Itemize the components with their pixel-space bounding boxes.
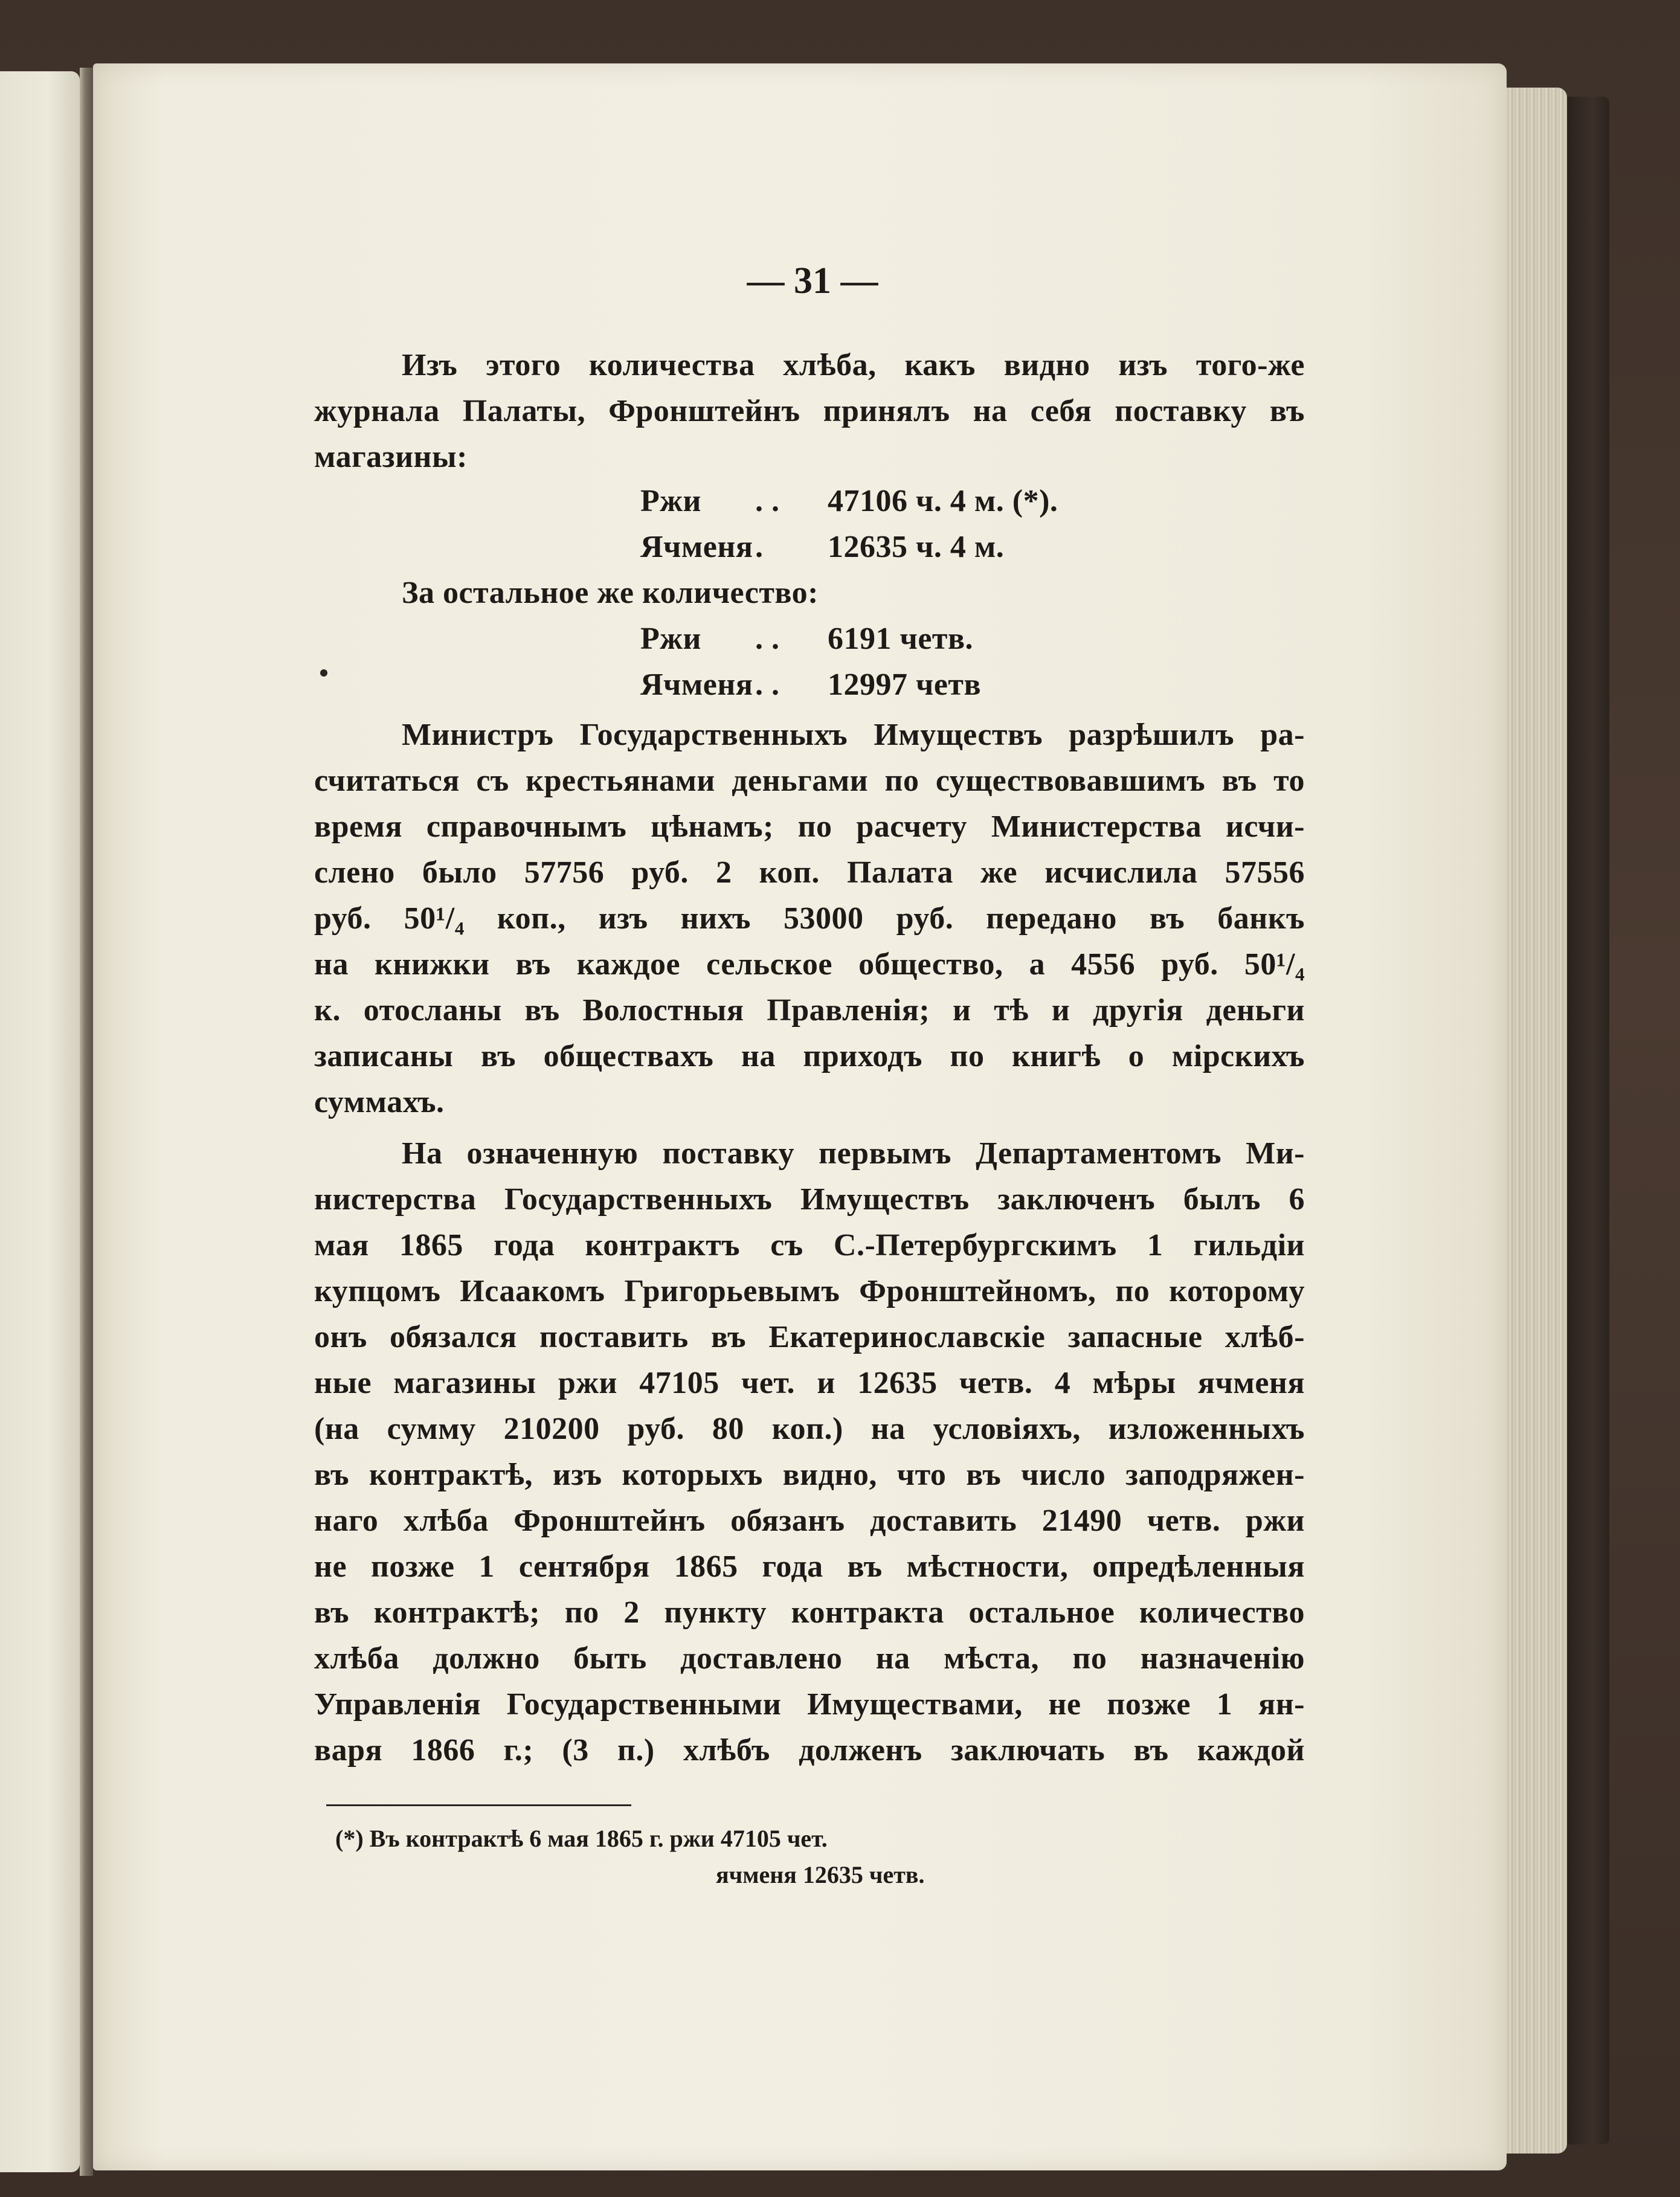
table-1-row-1 [640,483,1058,519]
footnote-line-2: ячменя 12635 четв. [716,1861,925,1888]
grain-name: Ржи [640,484,701,518]
paragraph-3-line-1: На означенную поставку первымъ Департаментомъ Ми- [402,1136,1305,1171]
paragraph-3-line-7: (на сумму 210200 руб. 80 коп.) на условіяхъ, изложенныхъ [314,1412,1305,1446]
paragraph-3-line-2: нистерства Государственныхъ Имуществъ заключенъ былъ 6 [314,1182,1305,1217]
paragraph-3-line-6: ные магазины ржи 47105 чет. и 12635 четв. 4 мѣры ячменя [314,1366,1305,1400]
leader-dots: . . [755,667,780,702]
grain-name: Ячменя [640,667,753,702]
grain-amount: 12997 четв [828,667,982,702]
left-page-edge [0,71,80,2172]
paragraph-2-line-2: считаться съ крестьянами деньгами по существовавшимъ въ то [314,764,1305,798]
paragraph-3-line-5: онъ обязался поставить въ Екатеринославскіе запасные хлѣб- [314,1320,1305,1354]
footnote-rule [326,1804,631,1806]
paragraph-3-line-8: въ контрактѣ, изъ которыхъ видно, что въ число заподряжен- [314,1458,1305,1492]
paragraph-3-line-4: купцомъ Исаакомъ Григорьевымъ Фронштейномъ, по которому [314,1274,1305,1308]
paragraph-2-line-1: Министръ Государственныхъ Имуществъ разрѣшилъ ра- [402,718,1305,752]
paragraph-1-line-2: журнала Палаты, Фронштейнъ принялъ на себя поставку въ [314,394,1305,428]
paragraph-2-line-3: время справочнымъ цѣнамъ; по расчету Министерства исчи- [314,809,1305,844]
paragraph-1-line-1: Изъ этого количества хлѣба, какъ видно изъ того-же [402,348,1305,382]
paragraph-2-line-4: слено было 57756 руб. 2 коп. Палата же исчислила 57556 [314,855,1305,890]
grain-amount: 6191 четв. [828,622,974,656]
grain-name: Ячменя [640,530,753,564]
grain-name: Ржи [640,622,701,656]
remaining-heading: За остальное же количество: [402,576,819,610]
table-1-row-2 [640,529,1004,565]
grain-amount: 12635 ч. 4 м. [828,530,1005,564]
paragraph-3-line-11: въ контрактѣ; по 2 пункту контракта остальное количество [314,1595,1305,1630]
leader-dots: . . [755,622,780,656]
book-gutter [80,68,93,2176]
paragraph-2-line-5: руб. 50¹/₄ коп., изъ нихъ 53000 руб. передано въ банкъ [314,901,1305,936]
table-2-row-2 [640,667,981,703]
page-stack-edges [1507,88,1567,2154]
paragraph-2-line-7: к. отосланы въ Волостныя Правленія; и тѣ и другія деньги [314,993,1305,1028]
paragraph-2-line-9: суммахъ. [314,1085,445,1119]
paragraph-1-line-3: магазины: [314,440,468,474]
paragraph-3-line-12: хлѣба должно быть доставлено на мѣста, по назначенію [314,1641,1305,1676]
ink-speck [320,669,327,677]
paragraph-3-line-3: мая 1865 года контрактъ съ С.-Петербургскимъ 1 гильдіи [314,1228,1305,1263]
table-2-row-1 [640,621,973,657]
paragraph-3-line-10: не позже 1 сентября 1865 года въ мѣстности, опредѣленныя [314,1549,1305,1584]
paragraph-3-line-9: наго хлѣба Фронштейнъ обязанъ доставить 21490 четв. ржи [314,1504,1305,1538]
paragraph-2-line-6: на книжки въ каждое сельское общество, а 4556 руб. 50¹/₄ [314,947,1305,982]
grain-amount: 47106 ч. 4 м. (*). [828,484,1058,518]
paragraph-3-line-14: варя 1866 г.; (3 п.) хлѣбъ долженъ заключать въ каждой [314,1733,1305,1768]
leader-dots: . . [755,484,780,518]
paragraph-2-line-8: записаны въ обществахъ на приходъ по книгѣ о мірскихъ [314,1039,1305,1073]
book-cover-edge [1567,97,1609,2144]
paragraph-3-line-13: Управленія Государственными Имуществами, не позже 1 ян- [314,1687,1305,1722]
page-number: — 31 — [747,260,878,301]
footnote-line-1: (*) Въ контрактѣ 6 мая 1865 г. ржи 47105 чет. [335,1825,828,1852]
leader-dots: . [755,530,764,564]
